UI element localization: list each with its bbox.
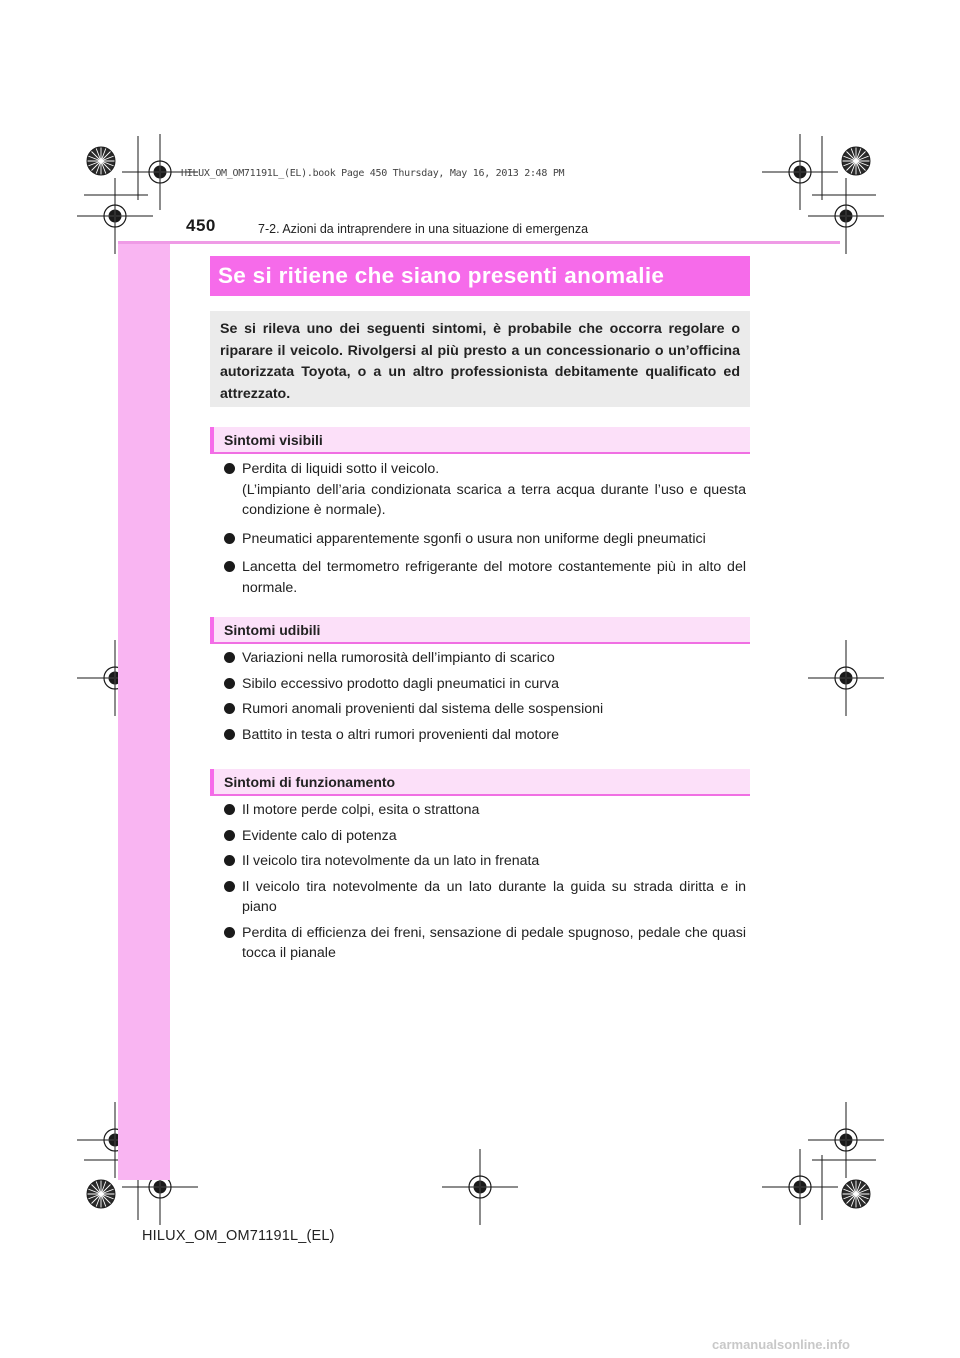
- operational-symptoms-list: [224, 800, 746, 964]
- bullet-icon: [224, 533, 235, 544]
- visible-symptoms-list: [224, 459, 746, 598]
- registration-mark-icon: [808, 1102, 884, 1178]
- starburst-target-icon: [842, 1180, 870, 1208]
- starburst-target-icon: [87, 1180, 115, 1208]
- page-title: Se si ritiene che siano presenti anomalie: [210, 256, 750, 296]
- bullet-icon: [224, 729, 235, 740]
- watermark: carmanualsonline.info: [712, 1337, 850, 1352]
- list-item-text: Variazioni nella rumorosità dell’impianto di scarico: [242, 650, 555, 666]
- bullet-icon: [224, 561, 235, 572]
- bullet-icon: [224, 463, 235, 474]
- list-item: [224, 674, 746, 695]
- subhead-operational-symptoms: Sintomi di funzionamento: [210, 769, 750, 796]
- list-item: [224, 529, 746, 550]
- side-color-strip: [118, 244, 170, 1180]
- book-stamp: HILUX_OM_OM71191L_(EL).book Page 450 Thursday, May 16, 2013 2:48 PM: [181, 168, 565, 179]
- intro-box: [210, 311, 750, 407]
- list-item: [224, 725, 746, 746]
- list-item-text: Rumori anomali provenienti dal sistema delle sospensioni: [242, 701, 604, 717]
- list-item: [224, 557, 746, 598]
- list-item: [224, 800, 746, 821]
- list-item: [224, 923, 746, 964]
- audible-symptoms-list: [224, 648, 746, 745]
- registration-mark-icon: [808, 640, 884, 716]
- list-item: [224, 459, 746, 521]
- list-item-text: Il motore perde colpi, esita o strattona: [242, 802, 480, 818]
- page-number: 450: [186, 216, 216, 235]
- bullet-icon: [224, 804, 235, 815]
- list-item-text: Il veicolo tira notevolmente da un lato durante la guida su strada diritta e in piano: [242, 878, 746, 915]
- list-item-text: Pneumatici apparentemente sgonfi o usura non uniforme degli pneumatici: [242, 530, 706, 547]
- header-rule: [118, 241, 840, 244]
- list-item: [224, 826, 746, 847]
- section-title: 7-2. Azioni da intraprendere in una situazione di emergenza: [258, 222, 589, 236]
- bullet-icon: [224, 652, 235, 663]
- bullet-icon: [224, 830, 235, 841]
- registration-mark-icon: [762, 134, 838, 210]
- bullet-icon: [224, 703, 235, 714]
- registration-mark-icon: [442, 1149, 518, 1225]
- list-item: [224, 877, 746, 918]
- list-item-text: Battito in testa o altri rumori provenienti dal motore: [242, 726, 560, 743]
- list-item-text: Evidente calo di potenza: [242, 827, 397, 844]
- bullet-icon: [224, 678, 235, 689]
- list-item-text: Sibilo eccessivo prodotto dagli pneumatici in curva: [242, 675, 560, 692]
- bullet-icon: [224, 855, 235, 866]
- list-item-note: (L’impianto dell’aria condizionata scarica a terra acqua durante l’uso e questa condizione è normale).: [242, 481, 746, 518]
- starburst-target-icon: [842, 147, 870, 175]
- list-item-text: Il veicolo tira notevolmente da un lato in frenata: [242, 853, 540, 869]
- list-item: [224, 648, 746, 669]
- bullet-icon: [224, 927, 235, 938]
- document-code: HILUX_OM_OM71191L_(EL): [142, 1228, 335, 1244]
- list-item: [224, 851, 746, 872]
- intro-text: Se si rileva uno dei seguenti sintomi, è probabile che occorra regolare o riparare il veicolo. Rivolgersi al più presto a un concessionario o un’officina autorizzata Toyota, o a un altro professionista debitamente qualificato ed attrezzato.: [220, 321, 740, 402]
- subhead-visible-symptoms: Sintomi visibili: [210, 427, 750, 454]
- list-item-text: Lancetta del termometro refrigerante del motore costantemente più in alto del normale.: [242, 559, 746, 596]
- list-item-text: Perdita di liquidi sotto il veicolo.: [242, 461, 440, 477]
- bullet-icon: [224, 881, 235, 892]
- subhead-audible-symptoms: Sintomi udibili: [210, 617, 750, 644]
- starburst-target-icon: [87, 147, 115, 175]
- list-item: [224, 699, 746, 720]
- list-item-text: Perdita di efficienza dei freni, sensazione di pedale spugnoso, pedale che quasi tocca il pianale: [242, 924, 746, 961]
